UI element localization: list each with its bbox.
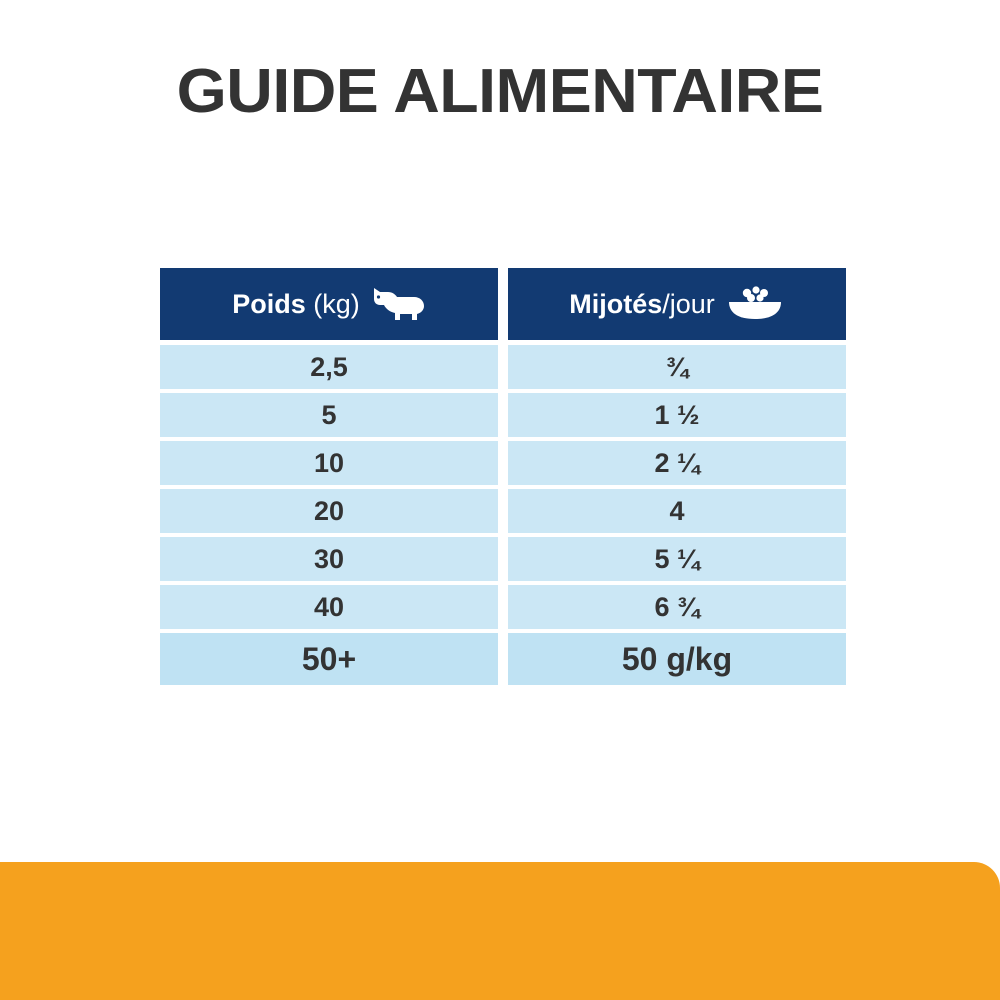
page-title: GUIDE ALIMENTAIRE bbox=[176, 57, 824, 126]
header-weight-label: Poids (kg) bbox=[232, 288, 360, 319]
table-row bbox=[160, 537, 846, 581]
food-bowl-icon bbox=[725, 286, 785, 322]
table-row bbox=[160, 585, 846, 629]
cell-amount: 1 ½ bbox=[508, 393, 846, 437]
table-row bbox=[160, 345, 846, 389]
table-row bbox=[160, 441, 846, 485]
bottom-accent-band bbox=[0, 862, 1000, 1000]
cell-weight: 20 bbox=[160, 489, 498, 533]
table-row bbox=[160, 633, 846, 685]
dog-icon bbox=[370, 287, 426, 321]
cell-weight: 30 bbox=[160, 537, 498, 581]
cell-amount: 2 ¼ bbox=[508, 441, 846, 485]
cell-weight: 10 bbox=[160, 441, 498, 485]
header-cell-amount bbox=[508, 268, 846, 340]
cell-weight: 50+ bbox=[160, 633, 498, 685]
header-amount-label: Mijotés/jour bbox=[569, 288, 715, 319]
table-header-row bbox=[160, 268, 846, 340]
cell-amount: ¾ bbox=[508, 345, 846, 389]
feeding-guide-table bbox=[160, 268, 846, 689]
cell-amount: 5 ¼ bbox=[508, 537, 846, 581]
cell-weight: 2,5 bbox=[160, 345, 498, 389]
table-row bbox=[160, 489, 846, 533]
cell-weight: 5 bbox=[160, 393, 498, 437]
table-row bbox=[160, 393, 846, 437]
cell-weight: 40 bbox=[160, 585, 498, 629]
cell-amount: 6 ¾ bbox=[508, 585, 846, 629]
header-cell-weight bbox=[160, 268, 498, 340]
cell-amount: 4 bbox=[508, 489, 846, 533]
cell-amount: 50 g/kg bbox=[508, 633, 846, 685]
